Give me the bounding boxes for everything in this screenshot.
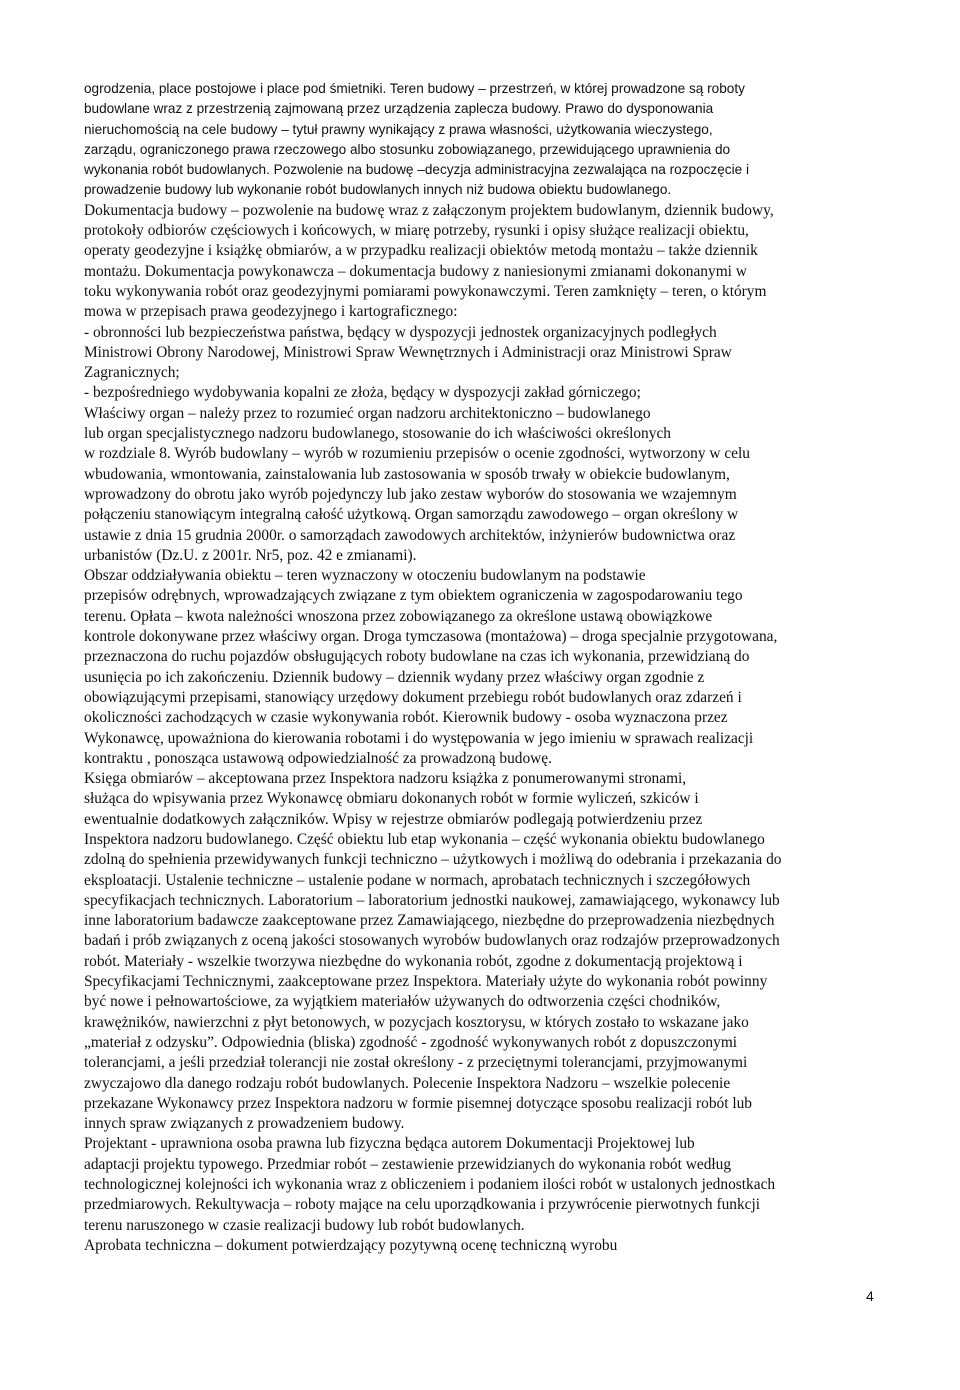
text-line: obowiązującymi przepisami, stanowiący urzędowy dokument przebiegu robót budowlanych oraz zdarzeń i bbox=[84, 688, 742, 706]
text-line: nieruchomością na cele budowy – tytuł prawny wynikający z prawa własności, użytkowania wieczystego, bbox=[84, 121, 713, 137]
text-line: adaptacji projektu typowego. Przedmiar robót – zestawienie przewidzianych do wykonania robót według bbox=[84, 1155, 732, 1173]
text-line: Specyfikacjami Technicznymi, zaakceptowane przez Inspektora. Materiały użyte do wykonania robót powinny bbox=[84, 973, 768, 991]
text-line: eksploatacji. Ustalenie techniczne – ustalenie podane w normach, aprobatach technicznych i szczegółowych bbox=[84, 871, 751, 889]
text-line: ogrodzenia, place postojowe i place pod śmietniki. Teren budowy – przestrzeń, w której prowadzone są roboty bbox=[84, 81, 745, 96]
text-line: budowlane wraz z przestrzenią zajmowaną przez urządzenia zaplecza budowy. Prawo do dysponowania bbox=[84, 101, 714, 117]
text-line: prowadzenie budowy lub wykonanie robót budowlanych innych niż budowa obiektu budowlanego. bbox=[84, 182, 672, 198]
text-line: - obronności lub bezpieczeństwa państwa, będący w dyspozycji jednostek organizacyjnych podległych bbox=[84, 323, 717, 341]
body-text bbox=[84, 79, 884, 1256]
text-line: zdolną do spełnienia przewidywanych funkcji techniczno – użytkowych i możliwą do odebrania i przekazania do bbox=[84, 851, 782, 869]
text-line: ustawie z dnia 15 grudnia 2000r. o samorządach zawodowych architektów, inżynierów budownictwa oraz bbox=[84, 526, 736, 544]
text-line: Dokumentacja budowy – pozwolenie na budowę wraz z załączonym projektem budowlanym, dziennik budowy, bbox=[84, 201, 774, 219]
text-line: kontrole dokonywane przez właściwy organ. Droga tymczasowa (montażowa) – droga specjalnie przygotowana, bbox=[84, 628, 778, 646]
text-line: innych spraw związanych z prowadzeniem budowy. bbox=[84, 1115, 405, 1133]
text-line: tolerancjami, a jeśli przedział tolerancji nie został określony - z przeciętnymi tolerancjami, przyjmowanymi bbox=[84, 1054, 748, 1072]
text-line: terenu. Opłata – kwota należności wnoszona przez zobowiązanego za określone ustawą obowiązkowe bbox=[84, 607, 713, 625]
text-line: wykonania robót budowlanych. Pozwolenie na budowę –decyzja administracyjna zezwalająca na rozpoczęcie i bbox=[84, 162, 749, 178]
text-line: ewentualnie dodatkowych załączników. Wpisy w rejestrze obmiarów podlegają potwierdzeniu przez bbox=[84, 810, 703, 828]
text-line: inne laboratorium badawcze zaakceptowane przez Zamawiającego, niezbędne do przeprowadzenia niezbędnych bbox=[84, 912, 775, 930]
text-line: Zagranicznych; bbox=[84, 364, 180, 382]
text-line: kontraktu , ponosząca ustawową odpowiedzialność za prowadzoną budowę. bbox=[84, 749, 552, 767]
text-line: Wykonawcę, upoważniona do kierowania robotami i do występowania w jego imieniu w sprawach realizacji bbox=[84, 729, 754, 747]
text-line: w rozdziale 8. Wyrób budowlany – wyrób w rozumieniu przepisów o ocenie zgodności, wytworzony w celu bbox=[84, 445, 750, 463]
text-line: Ministrowi Obrony Narodowej, Ministrowi Spraw Wewnętrznych i Administracji oraz Ministrowi Spraw bbox=[84, 343, 732, 361]
text-line: mowa w przepisach prawa geodezyjnego i kartograficznego: bbox=[84, 303, 458, 321]
text-line: służąca do wpisywania przez Wykonawcę obmiaru dokonanych robót w formie wyliczeń, szkiców i bbox=[84, 790, 699, 808]
text-line: być nowe i pełnowartościowe, za wyjątkiem materiałów używanych do odtworzenia części chodników, bbox=[84, 993, 721, 1011]
text-line: Obszar oddziaływania obiektu – teren wyznaczony w otoczeniu budowlanym na podstawie bbox=[84, 567, 646, 585]
text-line: Projektant - uprawniona osoba prawna lub fizyczna będąca autorem Dokumentacji Projektowej lub bbox=[84, 1135, 695, 1153]
text-line: przedmiarowych. Rekultywacja – roboty mające na celu uporządkowania i przywrócenie pierwotnych funkcji bbox=[84, 1196, 761, 1214]
text-line: montażu. Dokumentacja powykonawcza – dokumentacja budowy z naniesionymi zmianami dokonanymi w bbox=[84, 262, 747, 280]
text-line: przekazane Wykonawcy przez Inspektora nadzoru w formie pisemnej dotyczące sposobu realizacji robót lub bbox=[84, 1094, 753, 1112]
text-line: urbanistów (Dz.U. z 2001r. Nr5, poz. 42 e zmianami). bbox=[84, 546, 417, 564]
text-line: - bezpośredniego wydobywania kopalni ze złoża, będący w dyspozycji zakład górniczego; bbox=[84, 384, 641, 402]
text-line: okoliczności zachodzących w czasie wykonywania robót. Kierownik budowy - osoba wyznaczona przez bbox=[84, 709, 728, 727]
text-line: technologicznej kolejności ich wykonania wraz z obliczeniem i podaniem ilości robót w ustalonych jednostkach bbox=[84, 1176, 776, 1194]
text-line: „materiał z odzysku”. Odpowiednia (bliska) zgodność - zgodność wykonywanych robót z dopuszczonymi bbox=[84, 1033, 738, 1051]
text-line: połączeniu stanowiącym integralną całość użytkową. Organ samorządu zawodowego – organ określony w bbox=[84, 506, 739, 524]
text-line: zwyczajowo dla danego rodzaju robót budowlanych. Polecenie Inspektora Nadzoru – wszelkie polecenie bbox=[84, 1074, 731, 1092]
text-line: toku wykonywania robót oraz geodezyjnymi pomiarami powykonawczymi. Teren zamknięty – teren, o którym bbox=[84, 282, 767, 300]
text-line: robót. Materiały - wszelkie tworzywa niezbędne do wykonania robót, zgodne z dokumentacją projektową i bbox=[84, 952, 743, 970]
text-line: lub organ specjalistycznego nadzoru budowlanego, stosowanie do ich właściwości określonych bbox=[84, 425, 671, 443]
text-line: operaty geodezyjne i książkę obmiarów, a w przypadku realizacji obiektów metodą montażu – także dziennik bbox=[84, 242, 758, 260]
text-line: krawężników, nawierzchni z płyt betonowych, w pozycjach kosztorysu, w których zostało to wskazane jako bbox=[84, 1013, 749, 1031]
text-line: terenu naruszonego w czasie realizacji budowy lub robót budowlanych. bbox=[84, 1216, 525, 1234]
text-line: zarządu, ograniczonego prawa rzeczowego albo stosunku zobowiązanego, przewidującego uprawnienia do bbox=[84, 141, 731, 157]
text-line: protokoły odbiorów częściowych i końcowych, w miarę potrzeby, rysunki i opisy służące realizacji obiektu, bbox=[84, 222, 749, 240]
page-number: 4 bbox=[866, 1288, 874, 1304]
text-line: Księga obmiarów – akceptowana przez Inspektora nadzoru książka z ponumerowanymi stronami, bbox=[84, 770, 687, 788]
text-line: Inspektora nadzoru budowlanego. Część obiektu lub etap wykonania – część wykonania obiektu budowlanego bbox=[84, 830, 765, 848]
text-line: usunięcia po ich zakończeniu. Dziennik budowy – dziennik wydany przez właściwy organ zgodnie z bbox=[84, 668, 705, 686]
text-line: przepisów odrębnych, wprowadzających związane z tym obiektem ograniczenia w zagospodarowaniu tego bbox=[84, 587, 743, 605]
text-line: wprowadzony do obrotu jako wyrób pojedynczy lub jako zestaw wyborów do stosowania we wzajemnym bbox=[84, 485, 737, 503]
text-line: badań i prób związanych z oceną jakości stosowanych wyrobów budowlanych oraz rodzajów przeprowadzonych bbox=[84, 932, 780, 950]
text-line: specyfikacjach technicznych. Laboratorium – laboratorium jednostki naukowej, zamawiającego, wykonawcy lub bbox=[84, 891, 780, 909]
text-line: przeznaczona do ruchu pojazdów obsługujących roboty budowlane na czas ich wykonania, przewidzianą do bbox=[84, 648, 750, 666]
text-line: wbudowania, wmontowania, zainstalowania lub zastosowania w sposób trwały w obiekcie budowlanym, bbox=[84, 465, 730, 483]
text-line: Właściwy organ – należy przez to rozumieć organ nadzoru architektoniczno – budowlanego bbox=[84, 404, 651, 422]
text-line: Aprobata techniczna – dokument potwierdzający pozytywną ocenę techniczną wyrobu bbox=[84, 1236, 618, 1254]
